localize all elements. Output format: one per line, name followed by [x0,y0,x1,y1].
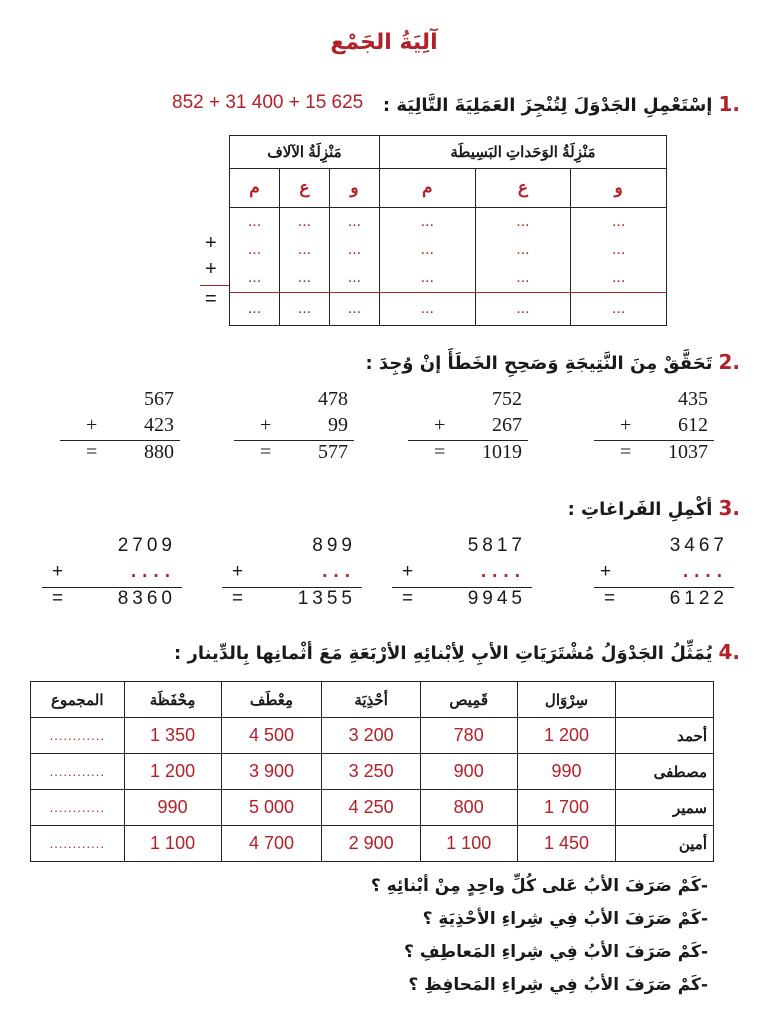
value-cell: 1 200 [517,718,616,754]
equals-sign: = [604,588,616,609]
equals-sign: = [232,588,244,609]
sum-line [200,285,229,286]
blank-addend[interactable]: .... [480,561,526,582]
header-bag: مِحْفَظَة [124,682,221,718]
total-blank[interactable]: ............ [31,790,125,826]
sum: 9945 [467,588,526,609]
question-4 [174,640,740,664]
col-tens: ع [475,169,571,208]
question-number: .3 [718,496,740,520]
cell-blank[interactable]: ... [571,264,667,293]
addend: 5817 [467,535,526,556]
total-blank[interactable]: ............ [31,754,125,790]
plus-sign: + [205,232,217,254]
table-row [31,754,714,790]
value-cell: 3 250 [322,754,420,790]
plus-sign: + [434,414,446,436]
plus-sign: + [402,561,414,582]
sum: 880 [144,441,174,463]
value-cell: 4 700 [221,826,322,862]
addend: 612 [678,414,708,436]
equals-sign: = [52,588,64,609]
sub-question: -كَمْ صَرَفَ الأبُ فِي شِراءِ المَحافِظِ ؟ [408,975,708,995]
fill-addition-4 [42,535,182,614]
plus-sign: + [260,414,272,436]
addend: 267 [492,414,522,436]
fill-addition-1 [594,535,734,614]
addition-2 [408,388,528,467]
question-text: أكْمِلِ الفَراغاتِ : [567,499,713,520]
cell-blank[interactable]: ... [475,264,571,293]
addend: 3467 [669,535,728,556]
value-cell: 3 900 [221,754,322,790]
addition-4 [60,388,180,467]
fill-addition-2 [392,535,532,614]
table-row [31,718,714,754]
addend: 423 [144,414,174,436]
col-units-thousands: و [329,169,379,208]
question-text: إسْتَعْمِلِ الجَدْوَلَ لِتُنْجِزَ العَمَلِيَةَ التَّالِيَة : [382,95,713,116]
cell-blank[interactable]: ... [329,264,379,293]
cell-blank[interactable]: ... [329,236,379,264]
cell-blank[interactable]: ... [571,236,667,264]
plus-sign: + [620,414,632,436]
sum: 8360 [117,588,176,609]
purchases-table [30,681,714,862]
plus-sign: + [52,561,64,582]
equals-sign: = [402,588,414,609]
question-text: يُمَثِّلُ الجَدْوَلُ مُشْتَرَيَاتِ الأبِ لِأبْنائِهِ الأرْبَعَةِ مَعَ أثْمانِها بِالدِّينار : [174,643,713,664]
value-cell: 1 700 [517,790,616,826]
header-shoes: أحْذِيَة [322,682,420,718]
blank-addend[interactable]: ... [322,561,356,582]
value-cell: 990 [124,790,221,826]
equals-sign: = [434,441,446,463]
sum: 1019 [482,441,522,463]
cell-blank[interactable]: ... [475,208,571,237]
addend: 752 [492,388,522,410]
addend: 99 [328,414,348,436]
question-number: .1 [718,92,740,116]
total-blank[interactable]: ............ [31,718,125,754]
plus-sign: + [232,561,244,582]
value-cell: 3 200 [322,718,420,754]
col-hundreds-thousands: م [230,169,280,208]
cell-blank[interactable]: ... [279,208,329,237]
value-cell: 1 450 [517,826,616,862]
cell-result[interactable]: ... [475,293,571,326]
addition-expression: 852 + 31 400 + 15 625 [172,92,364,113]
sub-question: -كَمْ صَرَفَ الأبُ فِي شِراءِ المَعاطِفِ ؟ [404,942,708,962]
cell-result[interactable]: ... [571,293,667,326]
cell-blank[interactable]: ... [475,236,571,264]
question-text: تَحَقَّقْ مِنَ النَّتِيجَةِ وَصَحِحِ الخَطَأَ إنْ وُجِدَ : [365,353,713,374]
col-hundreds: م [379,169,475,208]
col-tens-thousands: ع [279,169,329,208]
cell-blank[interactable]: ... [379,264,475,293]
cell-result[interactable]: ... [279,293,329,326]
plus-sign: + [600,561,612,582]
page-title: آلِيَةُ الجَمْع [330,30,438,55]
header-total: المجموع [31,682,125,718]
sum: 1355 [297,588,356,609]
value-cell: 1 100 [420,826,517,862]
child-name: أحمد [616,718,714,754]
header-corner [616,682,714,718]
equals-sign: = [86,441,98,463]
header-coat: مِعْطَف [221,682,322,718]
equals-sign: = [260,441,272,463]
addend: 567 [144,388,174,410]
child-name: مصطفى [616,754,714,790]
header-thousands: مَنْزِلَةُ الآلاف [230,136,380,169]
fill-addition-3 [222,535,362,614]
sum: 6122 [669,588,728,609]
cell-blank[interactable]: ... [571,208,667,237]
equals-sign: = [205,288,217,310]
table-row [31,790,714,826]
addend: 435 [678,388,708,410]
addition-3 [234,388,354,467]
value-cell: 4 250 [322,790,420,826]
value-cell: 1 200 [124,754,221,790]
cell-blank[interactable]: ... [230,208,280,237]
question-number: .2 [718,350,740,374]
cell-blank[interactable]: ... [230,264,280,293]
col-units: و [571,169,667,208]
cell-blank[interactable]: ... [279,264,329,293]
value-cell: 1 100 [124,826,221,862]
question-number: .4 [718,640,740,664]
header-trousers: سِرْوَال [517,682,616,718]
equals-sign: = [620,441,632,463]
cell-result[interactable]: ... [379,293,475,326]
blank-addend[interactable]: .... [130,561,176,582]
addition-1 [594,388,714,467]
value-cell: 5 000 [221,790,322,826]
value-cell: 4 500 [221,718,322,754]
addend: 2709 [117,535,176,556]
cell-result[interactable]: ... [230,293,280,326]
addend: 478 [318,388,348,410]
cell-blank[interactable]: ... [329,208,379,237]
cell-blank[interactable]: ... [379,208,475,237]
table-row [31,826,714,862]
cell-blank[interactable]: ... [379,236,475,264]
plus-sign: + [205,258,217,280]
value-cell: 800 [420,790,517,826]
question-3 [568,496,740,520]
cell-result[interactable]: ... [329,293,379,326]
child-name: سمير [616,790,714,826]
blank-addend[interactable]: .... [682,561,728,582]
sum: 1037 [668,441,708,463]
sum: 577 [318,441,348,463]
value-cell: 900 [420,754,517,790]
value-cell: 780 [420,718,517,754]
sub-question: -كَمْ صَرَفَ الأبُ عَلى كُلِّ واحِدٍ مِنْ أبْنائِهِ ؟ [370,876,708,896]
value-cell: 2 900 [322,826,420,862]
child-name: أمين [616,826,714,862]
header-units: مَنْزِلَةُ الوَحَداتِ البَسِيطَة [379,136,666,169]
cell-blank[interactable]: ... [230,236,280,264]
question-2 [365,350,740,374]
cell-blank[interactable]: ... [279,236,329,264]
question-1 [383,92,740,116]
header-shirt: قَمِيص [420,682,517,718]
place-value-table [229,135,667,326]
total-blank[interactable]: ............ [31,826,125,862]
value-cell: 990 [517,754,616,790]
plus-sign: + [86,414,98,436]
addend: 899 [312,535,356,556]
value-cell: 1 350 [124,718,221,754]
sub-question: -كَمْ صَرَفَ الأبُ فِي شِراءِ الأحْذِيَةِ ؟ [422,909,708,929]
